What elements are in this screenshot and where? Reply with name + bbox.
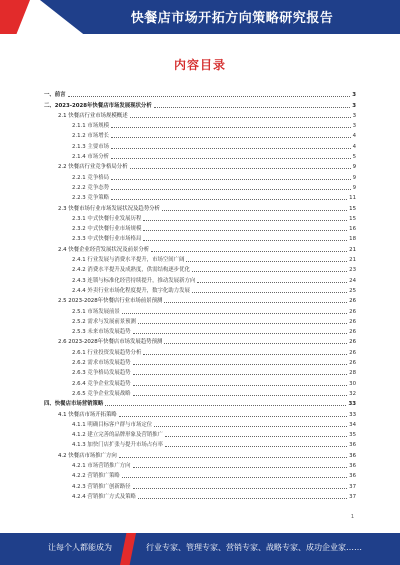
toc-leader-dots: [151, 250, 347, 252]
toc-entry[interactable]: [44, 387, 356, 397]
toc-leader-dots: [122, 312, 347, 314]
toc-entry-text: 4.2.3 营销推广创新路径: [72, 483, 131, 490]
toc-leader-dots: [192, 270, 347, 272]
toc-entry-page: 30: [349, 380, 356, 387]
toc-entry[interactable]: [44, 459, 356, 469]
toc-entry[interactable]: [44, 253, 356, 263]
toc-entry-page: 4: [352, 133, 356, 140]
toc-entry-text: 2.1.1 市场规模: [72, 123, 109, 130]
toc-entry-text: 2.4.1 行业发展与消费水平提升，市场空间广阔: [72, 257, 185, 264]
toc-entry-page: 36: [349, 473, 356, 480]
toc-entry-text: 2.1.4 市场分析: [72, 154, 109, 161]
header-bar: [0, 0, 400, 34]
toc-entry[interactable]: [44, 469, 356, 479]
toc-entry-page: 36: [349, 452, 356, 459]
toc-entry[interactable]: [44, 490, 356, 500]
toc-entry-page: 21: [349, 246, 356, 253]
toc-entry[interactable]: [44, 448, 356, 458]
toc-leader-dots: [197, 281, 347, 283]
toc-entry-text: 2.6.2 需求市场发展趋势: [72, 360, 131, 367]
toc-entry[interactable]: [44, 201, 356, 211]
toc-entry[interactable]: [44, 273, 356, 283]
toc-entry-page: 5: [352, 154, 356, 161]
header-red-accent: [0, 0, 30, 34]
toc-entry-text: 4.1.1 明确目标客户群与市场定位: [72, 421, 153, 428]
toc-entry-page: 16: [349, 226, 356, 233]
toc-leader-dots: [119, 456, 347, 458]
toc-leader-dots: [143, 229, 347, 231]
toc-entry-text: 4.1.2 建立完善的品牌形象及营销推广: [72, 432, 163, 439]
toc-entry-page: 23: [349, 267, 356, 274]
toc-entry[interactable]: [44, 335, 356, 345]
footer-slogan-left: 让每个人都能成为: [48, 543, 112, 552]
toc-leader-dots: [143, 219, 347, 221]
toc-leader-dots: [105, 404, 346, 406]
toc-entry-page: 37: [349, 493, 356, 500]
toc-entry-page: 28: [349, 370, 356, 377]
toc-entry-page: 37: [349, 483, 356, 490]
toc-entry-text: 2.4.4 外卖行业市场化程度提升，数字化助力发展: [72, 287, 190, 294]
toc-leader-dots: [138, 497, 347, 499]
toc-entry[interactable]: [44, 284, 356, 294]
toc-entry-page: 15: [349, 205, 356, 212]
toc-entry[interactable]: [44, 315, 356, 325]
toc-leader-dots: [111, 157, 351, 159]
toc-entry-text: 2.6.5 竞争企业发展战略: [72, 390, 131, 397]
toc-entry-page: 35: [349, 432, 356, 439]
toc-entry-text: 2.5.2 需求与发展前景预测: [72, 318, 136, 325]
toc-entry-page: 26: [349, 339, 356, 346]
toc-entry-text: 2.2.3 竞争策略: [72, 195, 109, 202]
toc-entry[interactable]: [44, 129, 356, 139]
toc-leader-dots: [130, 116, 351, 118]
toc-leader-dots: [138, 322, 347, 324]
toc-entry-page: 36: [349, 442, 356, 449]
toc-entry[interactable]: [44, 438, 356, 448]
toc-entry-page: 36: [349, 462, 356, 469]
toc-entry-page: 26: [349, 329, 356, 336]
toc-entry[interactable]: [44, 407, 356, 417]
toc-leader-dots: [133, 394, 348, 396]
toc-entry-page: 15: [349, 215, 356, 222]
toc-entry-text: 4.1.3 加快门店扩张与提升市场占有率: [72, 442, 163, 449]
toc-entry-page: 33: [349, 411, 356, 418]
toc-entry[interactable]: [44, 139, 356, 149]
toc-entry[interactable]: [44, 366, 356, 376]
toc-entry-page: 11: [349, 195, 356, 202]
toc-entry[interactable]: [44, 356, 356, 366]
toc-entry-page: 4: [352, 143, 356, 150]
toc-entry-text: 2.4 快餐企业经营发展状况及前景分析: [58, 246, 150, 253]
toc-leader-dots: [143, 239, 347, 241]
toc-leader-dots: [162, 209, 347, 211]
toc-entry-page: 26: [349, 298, 356, 305]
toc-entry-text: 2.6.4 竞争企业发展趋势: [72, 380, 131, 387]
toc-entry-text: 2.6.3 竞争格局发展趋势: [72, 370, 131, 377]
toc-leader-dots: [164, 301, 347, 303]
toc-entry[interactable]: [44, 160, 356, 170]
toc-entry-text: 2.3.3 中式快餐行业市场格局: [72, 236, 142, 243]
toc-entry[interactable]: [44, 109, 356, 119]
toc-leader-dots: [119, 415, 347, 417]
toc-entry-text: 2.3.1 中式快餐行业发展历程: [72, 215, 142, 222]
toc-leader-dots: [111, 126, 351, 128]
toc-leader-dots: [165, 435, 347, 437]
toc-entry-page: 21: [349, 257, 356, 264]
toc-entry-text: 二、2023-2028年快餐店市场发展现状分析: [44, 102, 152, 109]
toc-entry[interactable]: [44, 418, 356, 428]
toc-leader-dots: [130, 167, 351, 169]
toc-entry-page: 32: [349, 390, 356, 397]
table-of-contents: [44, 88, 356, 500]
toc-entry-text: 2.2.1 竞争格局: [72, 174, 109, 181]
toc-entry-page: 3: [352, 102, 356, 109]
toc-entry[interactable]: [44, 212, 356, 222]
toc-entry-text: 一、前言: [44, 92, 66, 99]
toc-leader-dots: [111, 136, 351, 138]
toc-entry[interactable]: [44, 428, 356, 438]
report-title: 快餐店市场开拓方向策略研究报告: [130, 11, 334, 26]
toc-leader-dots: [133, 466, 348, 468]
toc-heading: 内容目录: [173, 58, 226, 72]
toc-entry[interactable]: [44, 397, 356, 407]
toc-entry[interactable]: [44, 376, 356, 386]
toc-entry-page: 9: [352, 164, 356, 171]
toc-entry[interactable]: [44, 88, 356, 98]
toc-entry-text: 2.5.1 市场发展前景: [72, 308, 120, 315]
toc-entry-page: 33: [348, 401, 356, 408]
toc-entry-text: 2.1 快餐店行业市场规模概述: [58, 112, 128, 119]
toc-leader-dots: [154, 425, 347, 427]
toc-leader-dots: [133, 384, 348, 386]
toc-entry-page: 34: [349, 421, 356, 428]
toc-entry-text: 2.1.3 主要市场: [72, 143, 109, 150]
toc-entry-page: 26: [349, 360, 356, 367]
toc-entry[interactable]: [44, 345, 356, 355]
toc-entry-page: 3: [352, 112, 356, 119]
footer-slogan-right: 行业专家、管理专家、营销专家、战略专家、成功企业家……: [146, 543, 362, 552]
toc-entry[interactable]: [44, 242, 356, 252]
toc-entry[interactable]: [44, 98, 356, 108]
toc-entry-text: 2.1.2 市场增长: [72, 133, 109, 140]
toc-entry-page: 25: [349, 287, 356, 294]
toc-leader-dots: [186, 260, 347, 262]
toc-entry-text: 四、快餐店市场营销策略: [44, 401, 104, 408]
toc-entry[interactable]: [44, 479, 356, 489]
toc-entry[interactable]: [44, 294, 356, 304]
toc-entry[interactable]: [44, 191, 356, 201]
toc-leader-dots: [154, 106, 351, 108]
toc-entry-text: 2.3.2 中式快餐行业市场规模: [72, 226, 142, 233]
toc-entry-page: 26: [349, 318, 356, 325]
toc-entry-text: 4.2.1 市场营销推广方向: [72, 462, 131, 469]
toc-entry-page: 26: [349, 308, 356, 315]
toc-entry-text: 2.4.2 消费水平提升及成熟度，供需结构逐步优化: [72, 267, 190, 274]
toc-entry-text: 2.6 2023-2028年快餐店市场发展趋势预测: [58, 339, 163, 346]
toc-leader-dots: [133, 487, 348, 489]
toc-entry[interactable]: [44, 232, 356, 242]
toc-leader-dots: [133, 332, 348, 334]
page-number: 1: [350, 514, 354, 520]
toc-entry[interactable]: [44, 170, 356, 180]
toc-entry[interactable]: [44, 325, 356, 335]
toc-entry-text: 2.2.2 竞争态势: [72, 184, 109, 191]
toc-leader-dots: [164, 342, 347, 344]
toc-entry[interactable]: [44, 304, 356, 314]
toc-entry-text: 2.2 快餐店行业竞争格局分析: [58, 164, 128, 171]
toc-leader-dots: [165, 445, 347, 447]
toc-entry-page: 3: [352, 92, 356, 99]
toc-entry-text: 4.1 快餐店市场开拓策略: [58, 411, 117, 418]
toc-entry-text: 4.2 快餐店市场推广方向: [58, 452, 117, 459]
toc-leader-dots: [192, 291, 347, 293]
toc-leader-dots: [111, 198, 347, 200]
toc-leader-dots: [68, 95, 351, 97]
toc-entry-page: 24: [349, 277, 356, 284]
toc-entry-page: 9: [352, 184, 356, 191]
toc-entry-text: 2.5 2023-2028年快餐店行业市场前景预测: [58, 298, 163, 305]
toc-leader-dots: [111, 147, 351, 149]
toc-leader-dots: [143, 353, 347, 355]
toc-leader-dots: [133, 373, 348, 375]
toc-entry-page: 9: [352, 174, 356, 181]
toc-entry-text: 2.3 快餐市场行业市场发展状况及趋势分析: [58, 205, 160, 212]
toc-entry-page: 3: [352, 123, 356, 130]
toc-entry[interactable]: [44, 181, 356, 191]
toc-entry-text: 2.6.1 行业投资发展趋势分析: [72, 349, 142, 356]
toc-entry-page: 26: [349, 349, 356, 356]
toc-entry[interactable]: [44, 150, 356, 160]
toc-leader-dots: [111, 188, 351, 190]
toc-entry-page: 18: [349, 236, 356, 243]
toc-entry[interactable]: [44, 119, 356, 129]
toc-entry[interactable]: [44, 222, 356, 232]
toc-leader-dots: [133, 363, 348, 365]
toc-entry-text: 4.2.4 营销推广方式及策略: [72, 493, 136, 500]
toc-entry-text: 4.2.2 营销推广策略: [72, 473, 120, 480]
toc-entry-text: 2.4.3 连锁与标准化经营持续提升，推动发展新方向: [72, 277, 196, 284]
toc-entry[interactable]: [44, 263, 356, 273]
toc-leader-dots: [122, 476, 347, 478]
toc-leader-dots: [111, 178, 351, 180]
toc-entry-text: 2.5.3 未来市场发展趋势: [72, 329, 131, 336]
